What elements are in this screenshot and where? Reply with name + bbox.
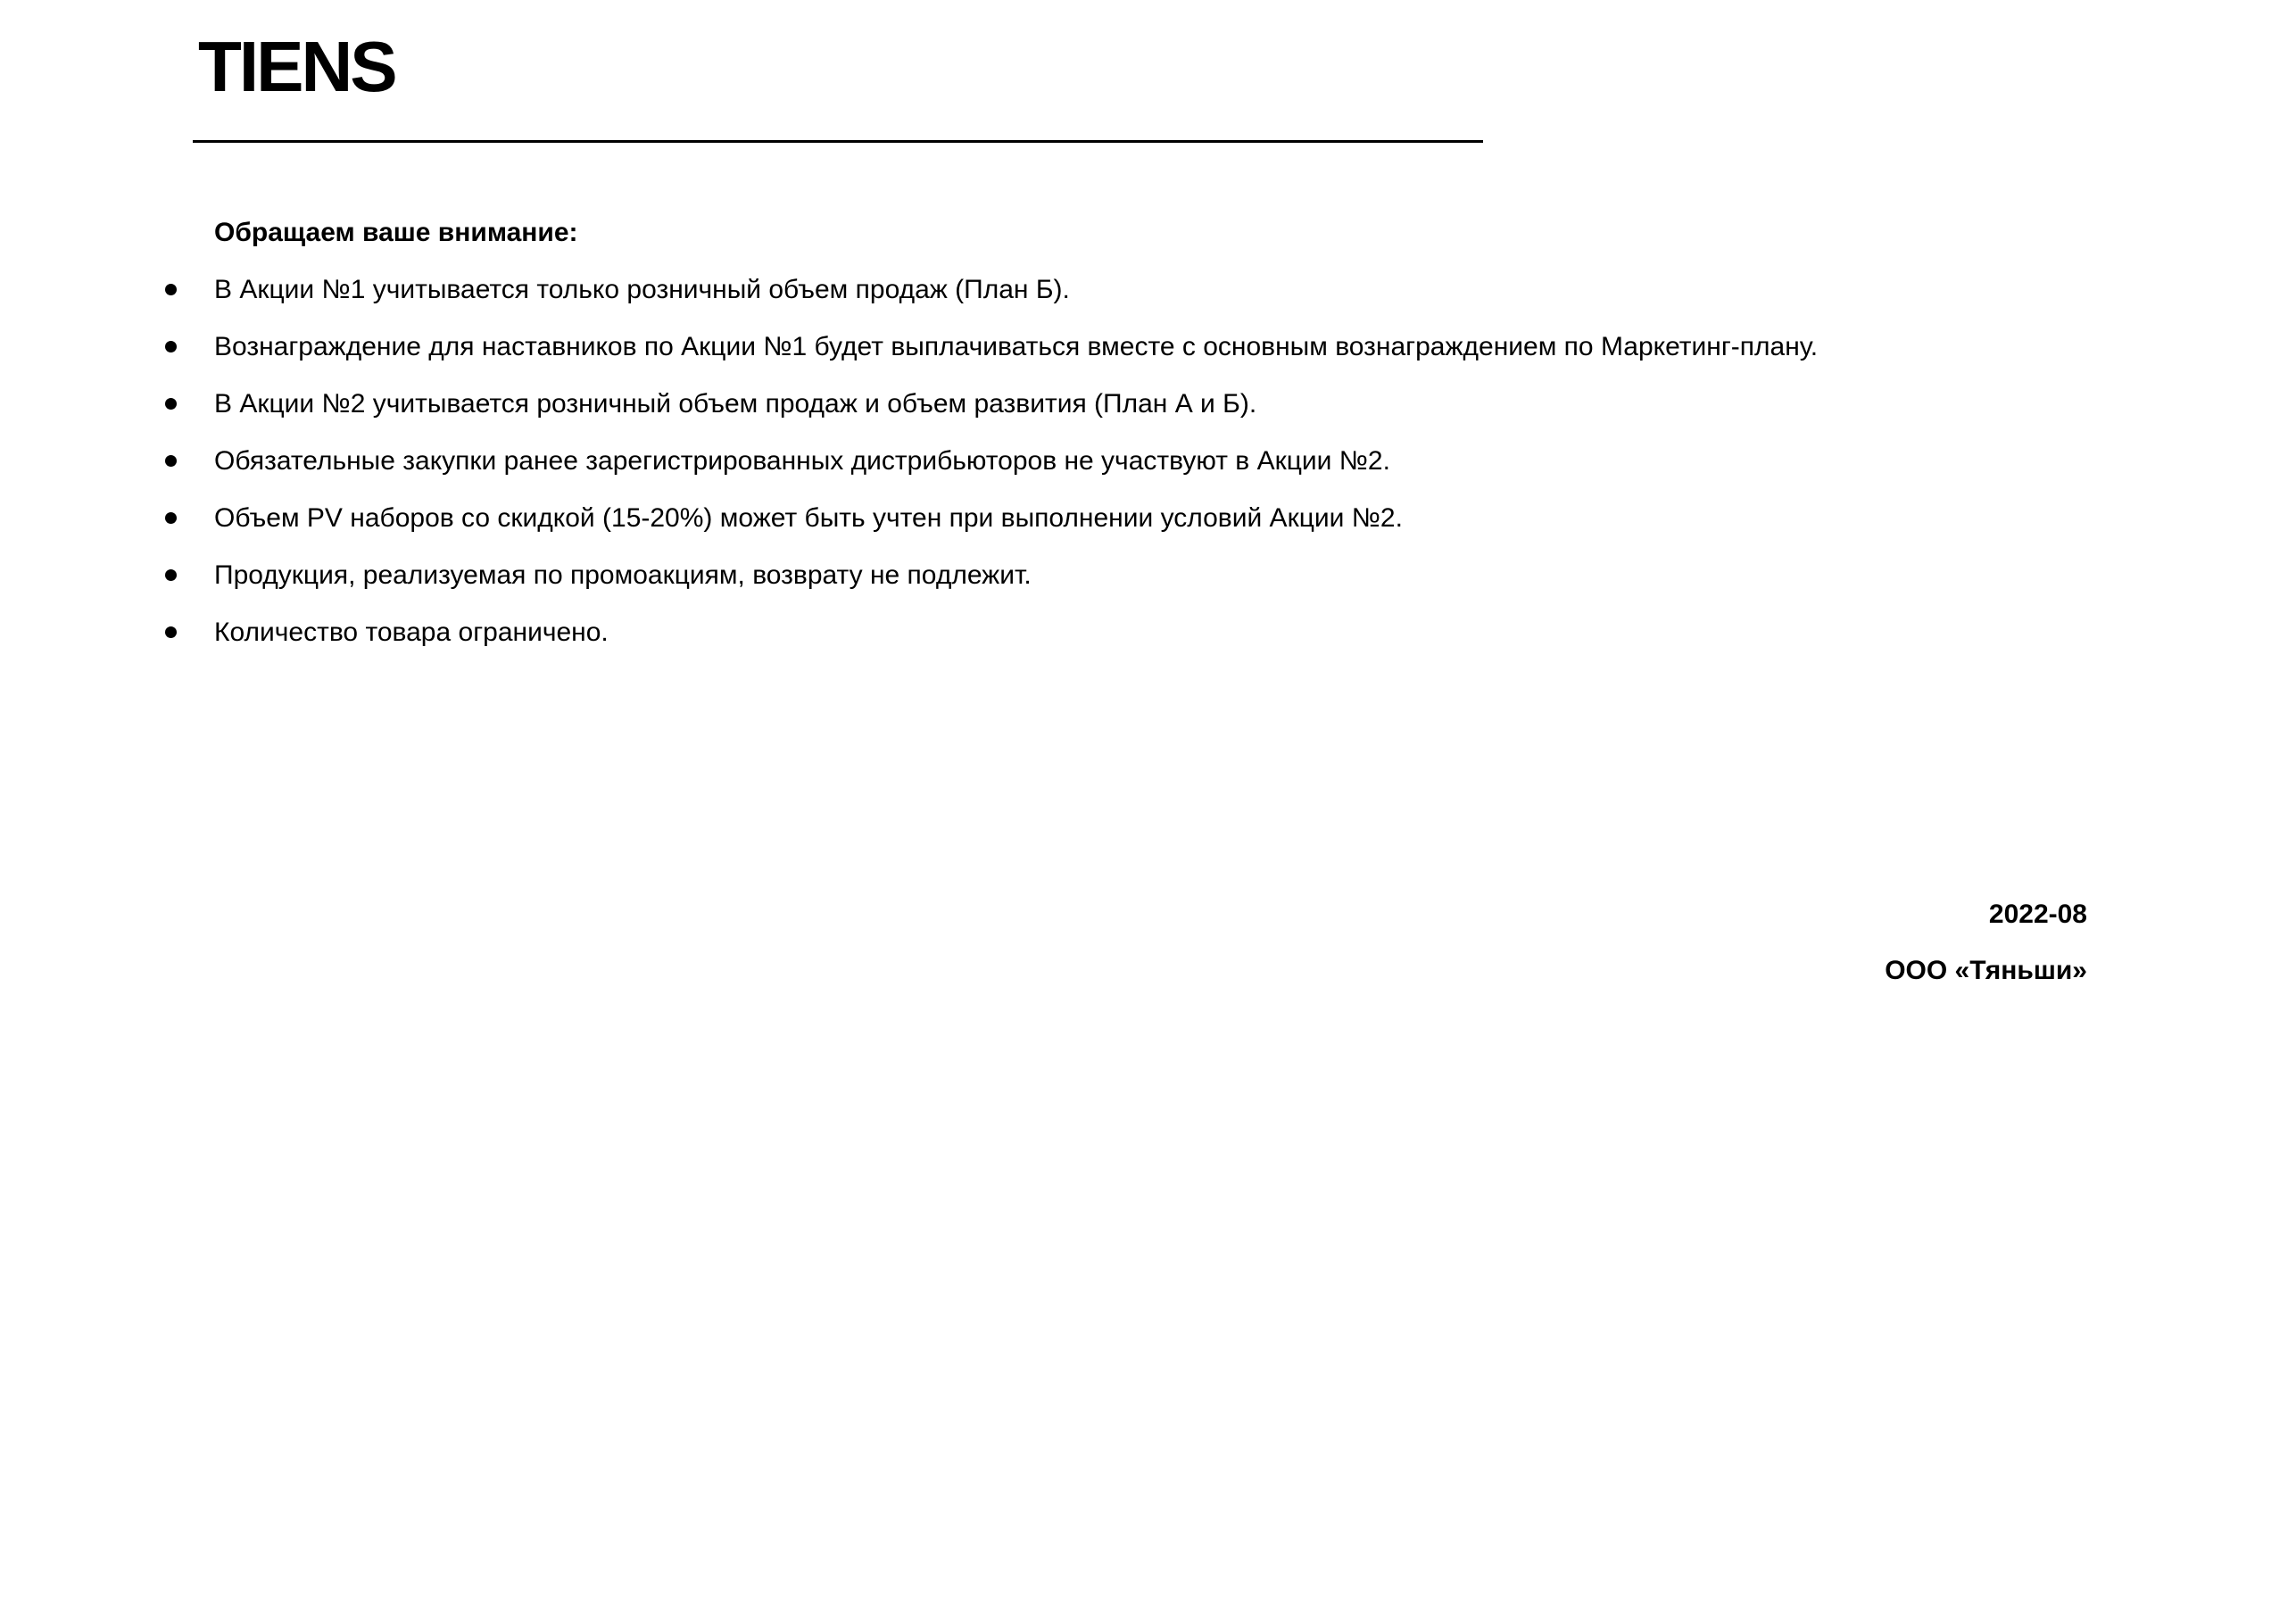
bullet-icon	[165, 569, 177, 581]
notice-item-text: Обязательные закупки ранее зарегистрированных дистрибьюторов не участвуют в Акции №2.	[214, 446, 1390, 476]
notice-item-text: Количество товара ограничено.	[214, 618, 609, 647]
header-divider	[193, 140, 1483, 143]
company-name: ООО «Тяньши»	[1885, 956, 2087, 985]
notice-item-text: В Акции №2 учитывается розничный объем продаж и объем развития (План А и Б).	[214, 389, 1257, 419]
bullet-icon	[165, 284, 177, 295]
bullet-icon	[165, 398, 177, 410]
document-date: 2022-08	[1988, 900, 2087, 929]
bullet-icon	[165, 626, 177, 638]
notice-item-text: В Акции №1 учитывается только розничный объем продаж (План Б).	[214, 275, 1070, 304]
notice-heading: Обращаем ваше внимание:	[214, 218, 578, 247]
notice-item-text: Вознаграждение для наставников по Акции №1 будет выплачиваться вместе с основным вознаграждением по Маркетинг-плану.	[214, 332, 1819, 361]
bullet-icon	[165, 341, 177, 352]
bullet-icon	[165, 512, 177, 524]
notice-item-text: Объем PV наборов со скидкой (15-20%) может быть учтен при выполнении условий Акции №2.	[214, 503, 1403, 533]
bullet-icon	[165, 455, 177, 467]
notice-item-text: Продукция, реализуемая по промоакциям, возврату не подлежит.	[214, 560, 1032, 590]
tiens-logo: TIENS	[198, 27, 395, 106]
